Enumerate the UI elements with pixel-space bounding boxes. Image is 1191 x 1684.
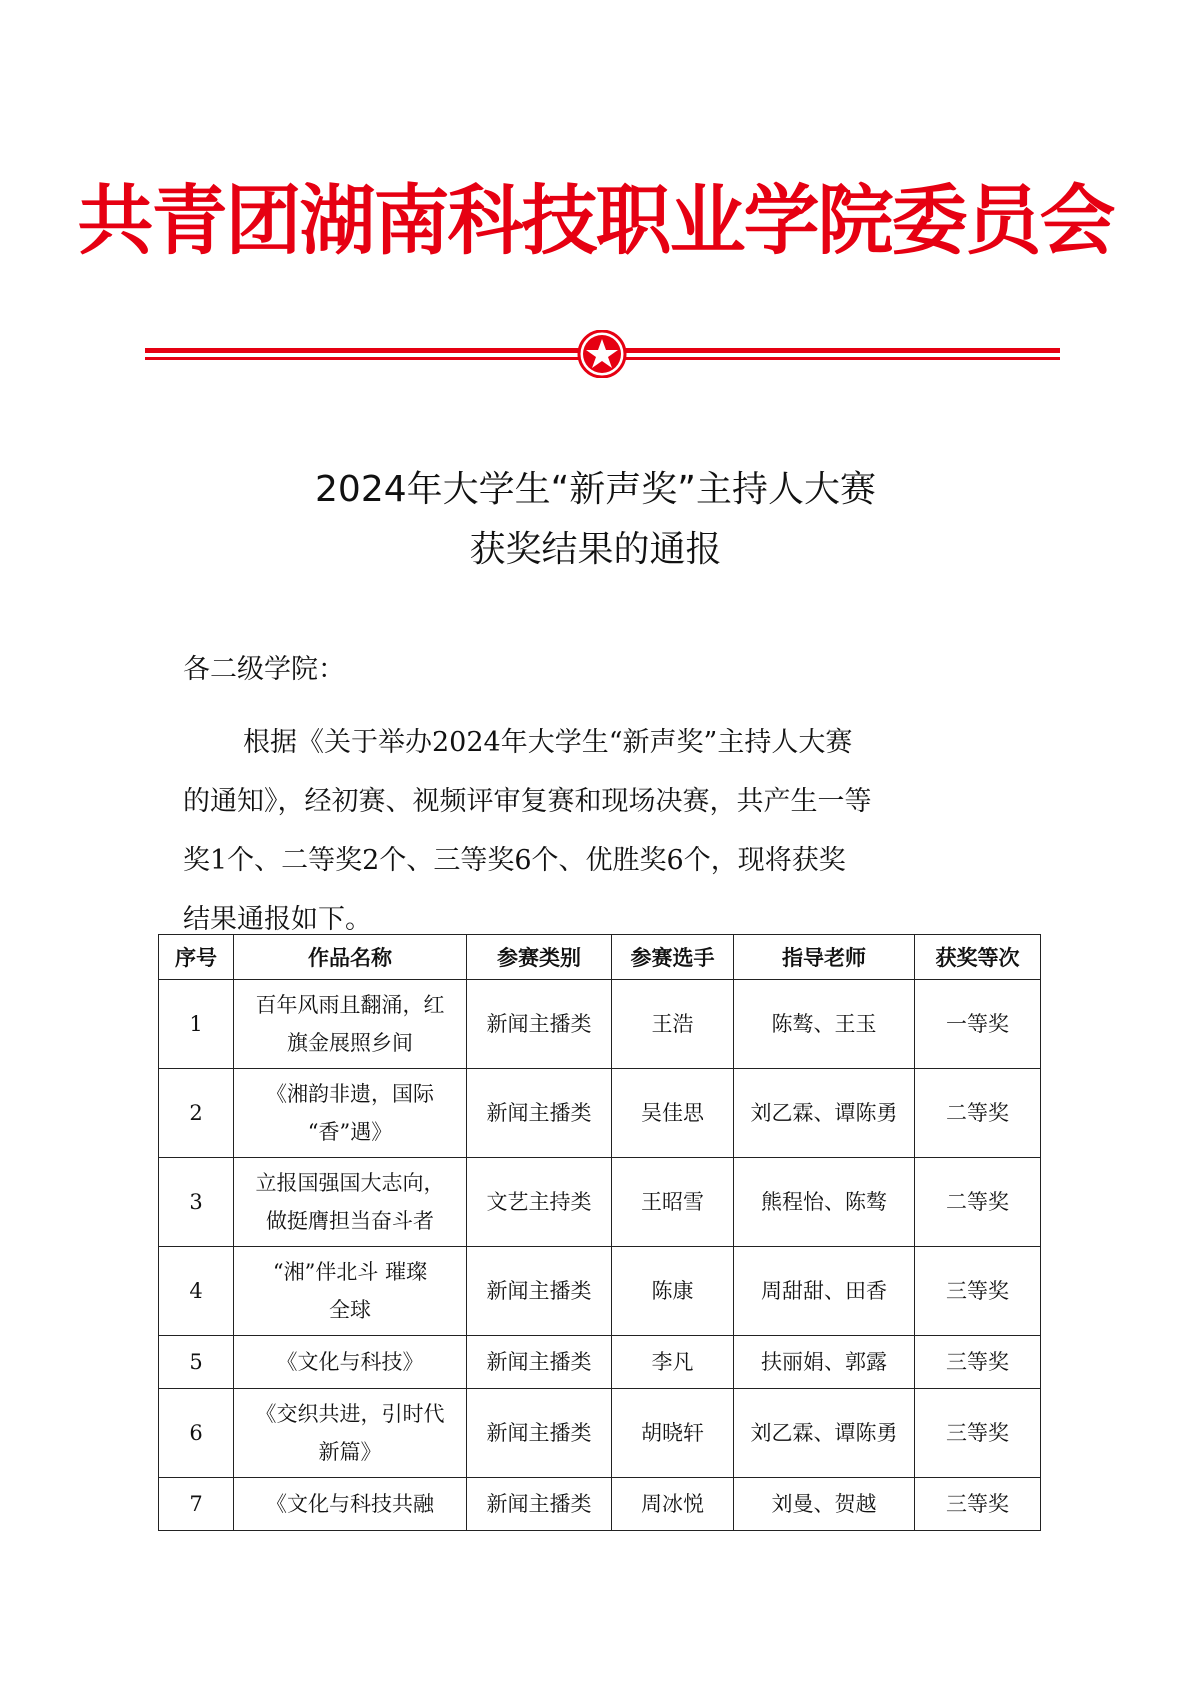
cell-teacher: 陈骜、王玉 <box>734 980 915 1069</box>
cell-player: 王昭雪 <box>612 1158 734 1247</box>
body-line: 奖1个、二等奖2个、三等奖6个、优胜奖6个，现将获奖 <box>183 845 846 876</box>
header-no: 序号 <box>159 935 234 980</box>
cell-award: 二等奖 <box>915 1158 1041 1247</box>
cell-work <box>234 1389 467 1478</box>
work-line: 《交织共进，引时代 <box>255 1402 445 1426</box>
table-row <box>159 1247 1041 1336</box>
body-line: 结果通报如下。 <box>183 904 372 935</box>
body-line: 的通知》，经初赛、视频评审复赛和现场决赛，共产生一等 <box>183 786 872 817</box>
salutation: 各二级学院： <box>183 654 345 685</box>
cell-award: 三等奖 <box>915 1478 1041 1531</box>
work-line: 全球 <box>329 1298 371 1322</box>
body-line: 根据《关于举办2024年大学生“新声奖”主持人大赛 <box>243 727 853 758</box>
cell-category: 新闻主播类 <box>467 1069 612 1158</box>
work-line: 新篇》 <box>318 1440 382 1464</box>
body-paragraph <box>183 713 1013 949</box>
cell-player: 吴佳思 <box>612 1069 734 1158</box>
cell-category: 新闻主播类 <box>467 1336 612 1389</box>
cell-teacher: 周甜甜、田香 <box>734 1247 915 1336</box>
cell-category: 新闻主播类 <box>467 1389 612 1478</box>
cell-no: 5 <box>159 1336 234 1389</box>
cell-teacher: 熊程怡、陈骜 <box>734 1158 915 1247</box>
work-line: 做挺膺担当奋斗者 <box>266 1209 434 1233</box>
cell-work <box>234 1158 467 1247</box>
cell-player: 胡晓轩 <box>612 1389 734 1478</box>
cell-category: 文艺主持类 <box>467 1158 612 1247</box>
cell-award: 一等奖 <box>915 980 1041 1069</box>
cell-no: 3 <box>159 1158 234 1247</box>
cell-award: 三等奖 <box>915 1336 1041 1389</box>
cell-no: 2 <box>159 1069 234 1158</box>
work-line: 《文化与科技》 <box>276 1350 424 1374</box>
work-line: 旗金展照乡间 <box>287 1031 413 1055</box>
cell-teacher: 刘曼、贺越 <box>734 1478 915 1531</box>
table-header-row <box>159 935 1041 980</box>
cell-work <box>234 980 467 1069</box>
work-line: “湘”伴北斗 璀璨 <box>272 1260 428 1284</box>
title-line-2: 获奖结果的通报 <box>469 529 722 570</box>
red-star-icon <box>579 331 625 377</box>
table-row <box>159 1478 1041 1531</box>
table-row <box>159 980 1041 1069</box>
header-award: 获奖等次 <box>915 935 1041 980</box>
cell-no: 7 <box>159 1478 234 1531</box>
cell-category: 新闻主播类 <box>467 980 612 1069</box>
cell-category: 新闻主播类 <box>467 1478 612 1531</box>
cell-teacher: 扶丽娟、郭露 <box>734 1336 915 1389</box>
cell-work <box>234 1336 467 1389</box>
results-table <box>158 934 1041 1531</box>
table-row <box>159 1069 1041 1158</box>
cell-work <box>234 1069 467 1158</box>
header-teacher: 指导老师 <box>734 935 915 980</box>
cell-teacher: 刘乙霖、谭陈勇 <box>734 1389 915 1478</box>
cell-category: 新闻主播类 <box>467 1247 612 1336</box>
work-line: 百年风雨且翻涌，红 <box>255 993 445 1017</box>
header-player: 参赛选手 <box>612 935 734 980</box>
cell-no: 6 <box>159 1389 234 1478</box>
cell-award: 二等奖 <box>915 1069 1041 1158</box>
table-row <box>159 1158 1041 1247</box>
table-row <box>159 1389 1041 1478</box>
organization-title: 共青团湖南科技职业学院委员会 <box>77 176 1114 265</box>
cell-player: 李凡 <box>612 1336 734 1389</box>
header-category: 参赛类别 <box>467 935 612 980</box>
cell-player: 陈康 <box>612 1247 734 1336</box>
cell-no: 1 <box>159 980 234 1069</box>
red-divider <box>145 330 1060 378</box>
header-work: 作品名称 <box>234 935 467 980</box>
work-line: “香”遇》 <box>307 1120 393 1144</box>
cell-award: 三等奖 <box>915 1247 1041 1336</box>
cell-teacher: 刘乙霖、谭陈勇 <box>734 1069 915 1158</box>
cell-player: 王浩 <box>612 980 734 1069</box>
work-line: 《文化与科技共融 <box>266 1492 434 1516</box>
work-line: 《湘韵非遗，国际 <box>266 1082 434 1106</box>
cell-work <box>234 1478 467 1531</box>
work-line: 立报国强国大志向， <box>255 1171 445 1195</box>
table-row <box>159 1336 1041 1389</box>
cell-award: 三等奖 <box>915 1389 1041 1478</box>
cell-no: 4 <box>159 1247 234 1336</box>
cell-work <box>234 1247 467 1336</box>
document-title <box>0 460 1191 580</box>
title-line-1: 2024年大学生“新声奖”主持人大赛 <box>315 469 876 510</box>
cell-player: 周冰悦 <box>612 1478 734 1531</box>
